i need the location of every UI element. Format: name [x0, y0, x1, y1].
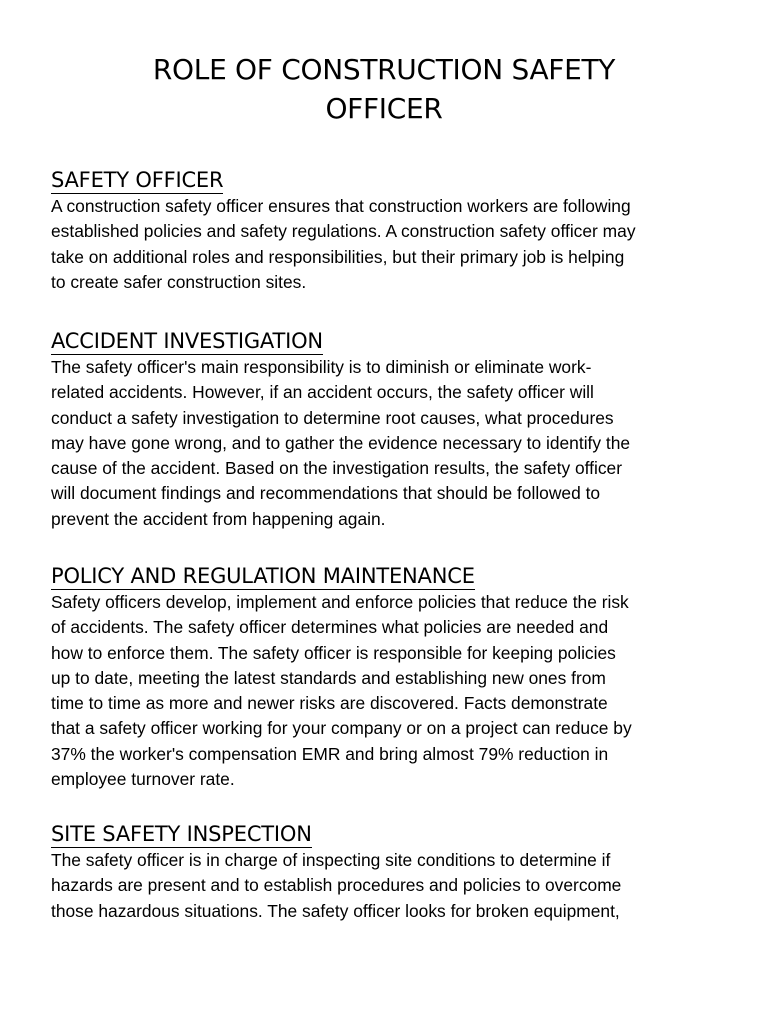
body-line: Safety officers develop, implement and enforce policies that reduce the risk	[51, 592, 629, 612]
body-line: hazards are present and to establish procedures and policies to overcome	[51, 875, 622, 896]
section-heading: SAFETY OFFICER	[51, 168, 224, 192]
body-line: The safety officer's main responsibility is to diminish or eliminate work-	[51, 357, 592, 377]
body-line: established policies and safety regulations. A construction safety officer may	[51, 221, 636, 242]
section-heading: POLICY AND REGULATION MAINTENANCE	[51, 564, 475, 588]
section-body	[51, 355, 723, 532]
body-line: related accidents. However, if an accident occurs, the safety officer will	[51, 382, 594, 403]
body-line: that a safety officer working for your company or on a project can reduce by	[51, 718, 632, 739]
body-line: time to time as more and newer risks are discovered. Facts demonstrate	[51, 693, 608, 714]
body-line: take on additional roles and responsibilities, but their primary job is helping	[51, 246, 625, 267]
section-safety-officer	[51, 167, 723, 295]
body-line: those hazardous situations. The safety officer looks for broken equipment,	[51, 900, 620, 921]
body-line: how to enforce them. The safety officer is responsible for keeping policies	[51, 642, 616, 663]
section-body	[51, 590, 723, 792]
body-line: prevent the accident from happening again.	[51, 508, 386, 529]
body-line: A construction safety officer ensures that construction workers are following	[51, 196, 631, 216]
section-body	[51, 848, 723, 924]
body-line: The safety officer is in charge of inspecting site conditions to determine if	[51, 850, 611, 870]
body-line: will document findings and recommendations that should be followed to	[51, 483, 601, 504]
body-line: of accidents. The safety officer determines what policies are needed and	[51, 617, 609, 638]
section-body	[51, 194, 723, 295]
section-policy-regulation-maintenance	[51, 563, 723, 792]
body-line: up to date, meeting the latest standards and establishing new ones from	[51, 667, 606, 688]
body-line: may have gone wrong, and to gather the evidence necessary to identify the	[51, 432, 631, 453]
body-line: conduct a safety investigation to determine root causes, what procedures	[51, 407, 614, 428]
body-line: 37% the worker's compensation EMR and bring almost 79% reduction in	[51, 743, 609, 764]
body-line: cause of the accident. Based on the investigation results, the safety officer	[51, 458, 623, 479]
section-accident-investigation	[51, 328, 723, 532]
section-heading: ACCIDENT INVESTIGATION	[51, 329, 323, 353]
section-site-safety-inspection	[51, 821, 723, 924]
title-line-1: ROLE OF CONSTRUCTION SAFETY	[152, 53, 616, 86]
body-line: to create safer construction sites.	[51, 271, 307, 292]
section-heading: SITE SAFETY INSPECTION	[51, 822, 312, 846]
body-line: employee turnover rate.	[51, 769, 235, 790]
document-title	[60, 50, 708, 128]
title-line-2: OFFICER	[325, 92, 443, 125]
